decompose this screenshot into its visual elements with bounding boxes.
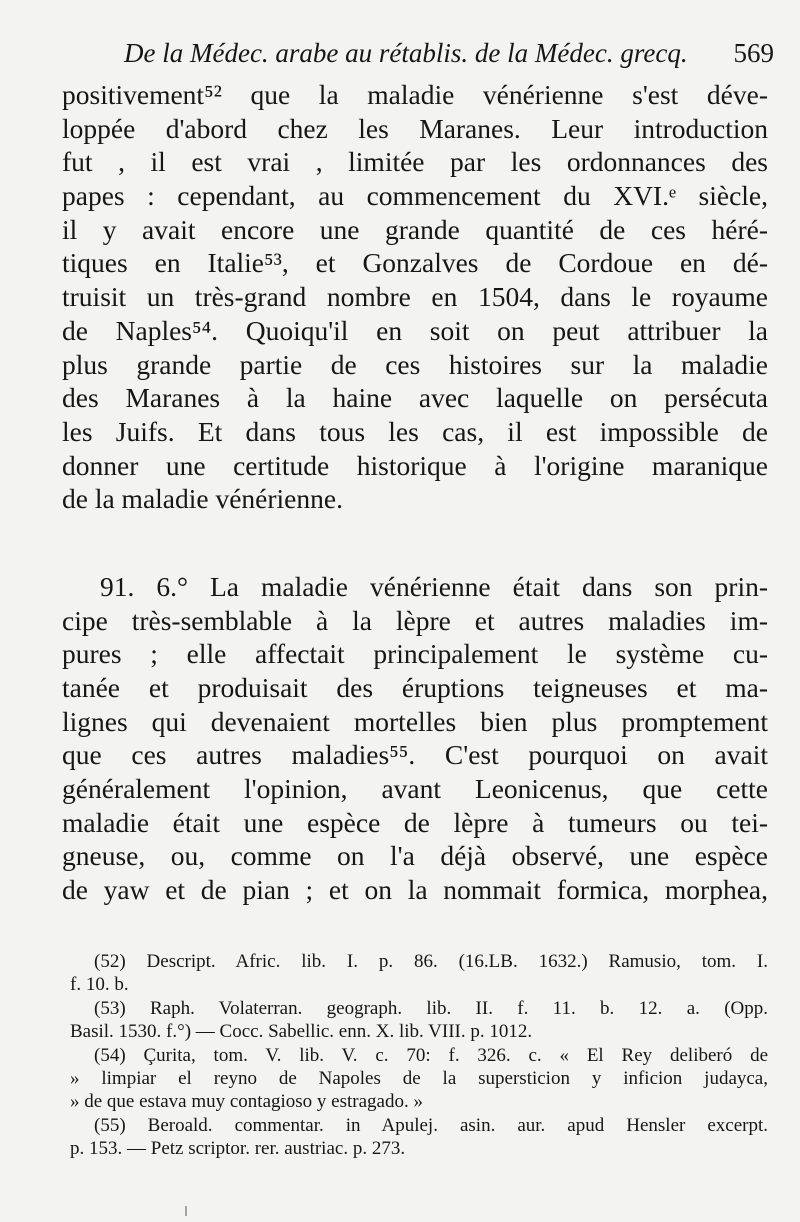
text-line: de la maladie vénérienne. <box>62 483 343 515</box>
text-line: des Maranes à la haine avec laquelle on persécuta <box>62 382 768 414</box>
text-line: il y avait encore une grande quantité de ces héré- <box>62 213 768 245</box>
footnote-55-cont: p. 153. — Petz scriptor. rer. austriac. p. 273. <box>70 1138 406 1160</box>
running-title: De la Médec. arabe au rétablis. de la Médec. grecq. <box>124 38 688 68</box>
page-header <box>62 36 774 70</box>
text-line: tiques en Italie⁵³, et Gonzalves de Cordoue en dé- <box>62 247 768 279</box>
text-line: tanée et produisait des éruptions teigneuses et ma- <box>62 672 768 703</box>
footnote-54-cont: » limpiar el reyno de Napoles de la supersticion y inficion judayca, <box>70 1067 768 1089</box>
text-line: de yaw et de pian ; et on la nommait formica, morphea, <box>62 874 768 906</box>
text-line: gneuse, ou, comme on l'a déjà observé, une espèce <box>62 840 768 872</box>
text-line: les Juifs. Et dans tous les cas, il est impossible de <box>62 415 768 447</box>
text-line: plus grande partie de ces histoires sur la maladie <box>62 348 768 380</box>
footnote-52-cont: f. 10. b. <box>70 974 129 996</box>
footnote-55: (55) Beroald. commentar. in Apulej. asin. aur. apud Hensler excerpt. <box>94 1114 768 1136</box>
text-line: cipe très-semblable à la lèpre et autres maladies im- <box>62 604 768 636</box>
text-line: positivement⁵² que la maladie vénérienne s'est déve- <box>62 79 768 110</box>
page-number: 569 <box>733 38 774 68</box>
text-line: 91. 6.° La maladie vénérienne était dans son prin- <box>100 570 768 602</box>
text-line: maladie était une espèce de lèpre à tumeurs ou tei- <box>62 806 768 838</box>
text-line: fut , il est vrai , limitée par les ordonnances des <box>62 146 768 178</box>
text-line: lignes qui devenaient mortelles bien plus promptement <box>62 705 768 737</box>
footnote-52: (52) Descript. Afric. lib. I. p. 86. (16.LB. 1632.) Ramusio, tom. I. <box>94 951 768 972</box>
footnote-54: (54) Çurita, tom. V. lib. V. c. 70: f. 326. c. « El Rey deliberó de <box>94 1044 768 1066</box>
text-line: généralement l'opinion, avant Leonicenus, que cette <box>62 773 768 805</box>
paragraph-gap <box>62 516 768 570</box>
main-text <box>62 78 768 907</box>
text-line: de Naples⁵⁴. Quoiqu'il en soit on peut attribuer la <box>62 314 768 346</box>
text-line: donner une certitude historique à l'origine maranique <box>62 449 768 481</box>
footnote-53-cont: Basil. 1530. f.°) — Cocc. Sabellic. enn. X. lib. VIII. p. 1012. <box>70 1021 533 1043</box>
paragraph-1 <box>62 78 768 516</box>
footnote-53: (53) Raph. Volaterran. geograph. lib. II. f. 11. b. 12. a. (Opp. <box>94 997 768 1019</box>
footnote-54-cont: » de que estava muy contagioso y estragado. » <box>70 1091 423 1113</box>
text-line: loppée d'abord chez les Maranes. Leur introduction <box>62 112 768 144</box>
text-line: truisit un très-grand nombre en 1504, dans le royaume <box>62 281 768 313</box>
footnotes <box>70 950 768 1161</box>
paragraph-91 <box>62 570 768 907</box>
text-line: papes : cependant, au commencement du XVI.ᵉ siècle, <box>62 180 768 212</box>
print-mark <box>185 1206 193 1216</box>
text-line: pures ; elle affectait principalement le système cu- <box>62 638 768 670</box>
text-line: que ces autres maladies⁵⁵. C'est pourquoi on avait <box>62 739 768 771</box>
